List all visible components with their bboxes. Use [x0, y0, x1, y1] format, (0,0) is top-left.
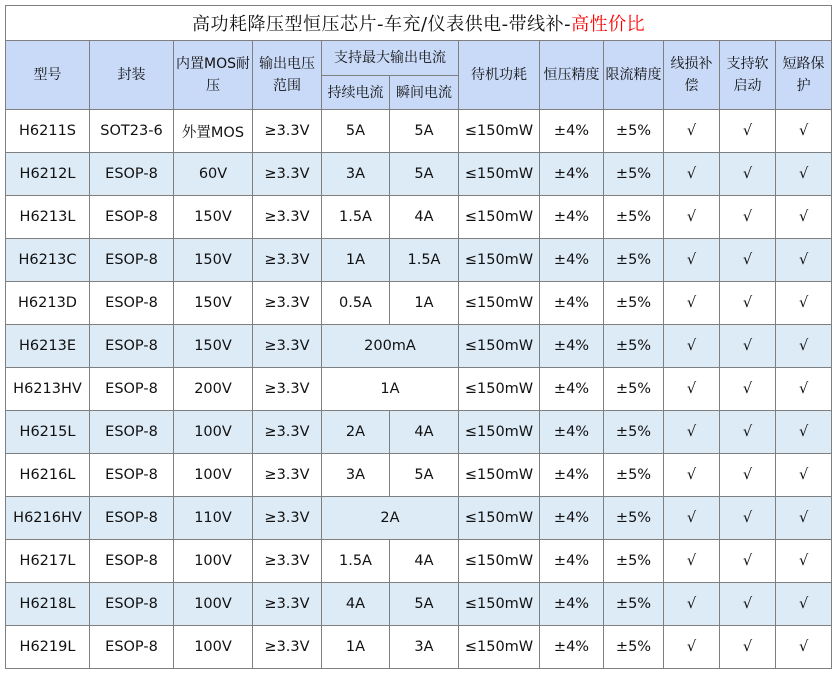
cell-soft-start-check: √ [720, 411, 776, 454]
cell-cv-precision: ±4% [540, 497, 604, 540]
cell-standby: ≤150mW [459, 196, 540, 239]
cell-soft-start-check: √ [720, 196, 776, 239]
cell-short-protect-check: √ [776, 325, 832, 368]
header-vout: 输出电压范围 [253, 41, 322, 110]
cell-model: H6216HV [6, 497, 90, 540]
cell-cc-precision: ±5% [604, 497, 664, 540]
cell-output-current: 1A [322, 368, 459, 411]
table-body [6, 110, 832, 669]
cell-mos: 110V [174, 497, 253, 540]
cell-mos: 60V [174, 153, 253, 196]
cell-cc-precision: ±5% [604, 110, 664, 153]
header-mos: 内置MOS耐压 [174, 41, 253, 110]
cell-continuous-current: 1.5A [322, 196, 390, 239]
cell-package: ESOP-8 [90, 153, 174, 196]
cell-standby: ≤150mW [459, 626, 540, 669]
table-title [6, 6, 832, 41]
table-row [6, 497, 832, 540]
cell-short-protect-check: √ [776, 153, 832, 196]
cell-peak-current: 3A [390, 626, 459, 669]
cell-short-protect-check: √ [776, 110, 832, 153]
cell-continuous-current: 1.5A [322, 540, 390, 583]
cell-standby: ≤150mW [459, 583, 540, 626]
cell-model: H6211S [6, 110, 90, 153]
cell-standby: ≤150mW [459, 325, 540, 368]
cell-cc-precision: ±5% [604, 583, 664, 626]
cell-standby: ≤150mW [459, 368, 540, 411]
header-continuous: 持续电流 [322, 76, 390, 110]
cell-line-comp-check: √ [664, 540, 720, 583]
cell-output-current: 2A [322, 497, 459, 540]
cell-peak-current: 5A [390, 454, 459, 497]
cell-mos: 150V [174, 282, 253, 325]
cell-package: ESOP-8 [90, 583, 174, 626]
cell-peak-current: 4A [390, 411, 459, 454]
cell-package: ESOP-8 [90, 325, 174, 368]
cell-mos: 外置MOS [174, 110, 253, 153]
table-row [6, 239, 832, 282]
cell-model: H6213E [6, 325, 90, 368]
table-row [6, 540, 832, 583]
cell-mos: 150V [174, 239, 253, 282]
table-row [6, 368, 832, 411]
cell-model: H6217L [6, 540, 90, 583]
cell-model: H6213D [6, 282, 90, 325]
cell-line-comp-check: √ [664, 110, 720, 153]
cell-peak-current: 5A [390, 110, 459, 153]
cell-line-comp-check: √ [664, 368, 720, 411]
cell-output-current: 200mA [322, 325, 459, 368]
cell-model: H6219L [6, 626, 90, 669]
table-row [6, 110, 832, 153]
cell-package: ESOP-8 [90, 411, 174, 454]
cell-standby: ≤150mW [459, 411, 540, 454]
cell-vout: ≥3.3V [253, 497, 322, 540]
cell-short-protect-check: √ [776, 196, 832, 239]
cell-vout: ≥3.3V [253, 626, 322, 669]
cell-line-comp-check: √ [664, 583, 720, 626]
cell-vout: ≥3.3V [253, 282, 322, 325]
table-row [6, 153, 832, 196]
cell-vout: ≥3.3V [253, 540, 322, 583]
cell-line-comp-check: √ [664, 497, 720, 540]
cell-mos: 150V [174, 325, 253, 368]
cell-continuous-current: 1A [322, 626, 390, 669]
cell-peak-current: 4A [390, 540, 459, 583]
title-highlight: 高性价比 [571, 14, 646, 35]
cell-package: ESOP-8 [90, 626, 174, 669]
table-row [6, 454, 832, 497]
cell-short-protect-check: √ [776, 454, 832, 497]
cell-peak-current: 1.5A [390, 239, 459, 282]
cell-line-comp-check: √ [664, 196, 720, 239]
cell-cv-precision: ±4% [540, 282, 604, 325]
cell-cc-precision: ±5% [604, 239, 664, 282]
cell-short-protect-check: √ [776, 239, 832, 282]
cell-package: ESOP-8 [90, 282, 174, 325]
table-row [6, 411, 832, 454]
cell-peak-current: 4A [390, 196, 459, 239]
header-soft-start: 支持软启动 [720, 41, 776, 110]
cell-standby: ≤150mW [459, 282, 540, 325]
cell-line-comp-check: √ [664, 626, 720, 669]
table-row [6, 583, 832, 626]
cell-cc-precision: ±5% [604, 196, 664, 239]
cell-package: ESOP-8 [90, 454, 174, 497]
cell-model: H6213L [6, 196, 90, 239]
cell-line-comp-check: √ [664, 411, 720, 454]
cell-peak-current: 1A [390, 282, 459, 325]
cell-continuous-current: 5A [322, 110, 390, 153]
cell-vout: ≥3.3V [253, 325, 322, 368]
cell-cv-precision: ±4% [540, 196, 604, 239]
cell-package: SOT23-6 [90, 110, 174, 153]
header-peak: 瞬间电流 [390, 76, 459, 110]
cell-line-comp-check: √ [664, 153, 720, 196]
cell-package: ESOP-8 [90, 368, 174, 411]
chip-spec-table [5, 5, 832, 669]
cell-mos: 150V [174, 196, 253, 239]
header-package: 封装 [90, 41, 174, 110]
cell-continuous-current: 1A [322, 239, 390, 282]
header-short-protect: 短路保护 [776, 41, 832, 110]
cell-package: ESOP-8 [90, 540, 174, 583]
header-row-1 [6, 41, 832, 76]
cell-cc-precision: ±5% [604, 454, 664, 497]
cell-cc-precision: ±5% [604, 153, 664, 196]
header-cc-precision: 限流精度 [604, 41, 664, 110]
cell-soft-start-check: √ [720, 583, 776, 626]
cell-soft-start-check: √ [720, 153, 776, 196]
cell-package: ESOP-8 [90, 497, 174, 540]
cell-short-protect-check: √ [776, 497, 832, 540]
cell-soft-start-check: √ [720, 368, 776, 411]
cell-soft-start-check: √ [720, 540, 776, 583]
cell-continuous-current: 3A [322, 454, 390, 497]
cell-vout: ≥3.3V [253, 196, 322, 239]
cell-short-protect-check: √ [776, 540, 832, 583]
cell-short-protect-check: √ [776, 411, 832, 454]
cell-cv-precision: ±4% [540, 626, 604, 669]
cell-vout: ≥3.3V [253, 454, 322, 497]
cell-continuous-current: 0.5A [322, 282, 390, 325]
cell-peak-current: 5A [390, 583, 459, 626]
header-max-current: 支持最大输出电流 [322, 41, 459, 76]
cell-cc-precision: ±5% [604, 540, 664, 583]
cell-soft-start-check: √ [720, 626, 776, 669]
cell-cc-precision: ±5% [604, 282, 664, 325]
cell-short-protect-check: √ [776, 368, 832, 411]
cell-cv-precision: ±4% [540, 239, 604, 282]
cell-mos: 100V [174, 540, 253, 583]
cell-package: ESOP-8 [90, 239, 174, 282]
cell-standby: ≤150mW [459, 497, 540, 540]
cell-model: H6216L [6, 454, 90, 497]
cell-cc-precision: ±5% [604, 411, 664, 454]
cell-standby: ≤150mW [459, 239, 540, 282]
cell-model: H6213HV [6, 368, 90, 411]
cell-standby: ≤150mW [459, 454, 540, 497]
cell-cv-precision: ±4% [540, 454, 604, 497]
header-model: 型号 [6, 41, 90, 110]
cell-model: H6212L [6, 153, 90, 196]
cell-line-comp-check: √ [664, 325, 720, 368]
cell-cc-precision: ±5% [604, 325, 664, 368]
cell-cv-precision: ±4% [540, 411, 604, 454]
table-title-row [6, 6, 832, 41]
cell-vout: ≥3.3V [253, 411, 322, 454]
cell-vout: ≥3.3V [253, 110, 322, 153]
title-main: 高功耗降压型恒压芯片-车充/仪表供电-带线补- [192, 14, 572, 35]
cell-cv-precision: ±4% [540, 583, 604, 626]
cell-vout: ≥3.3V [253, 153, 322, 196]
cell-soft-start-check: √ [720, 110, 776, 153]
cell-model: H6218L [6, 583, 90, 626]
table-row [6, 196, 832, 239]
cell-short-protect-check: √ [776, 583, 832, 626]
cell-package: ESOP-8 [90, 196, 174, 239]
cell-continuous-current: 4A [322, 583, 390, 626]
cell-cc-precision: ±5% [604, 368, 664, 411]
cell-soft-start-check: √ [720, 454, 776, 497]
cell-model: H6213C [6, 239, 90, 282]
cell-continuous-current: 3A [322, 153, 390, 196]
cell-cv-precision: ±4% [540, 153, 604, 196]
cell-standby: ≤150mW [459, 110, 540, 153]
cell-cc-precision: ±5% [604, 626, 664, 669]
table-row [6, 626, 832, 669]
cell-mos: 100V [174, 583, 253, 626]
cell-line-comp-check: √ [664, 239, 720, 282]
cell-mos: 100V [174, 626, 253, 669]
cell-mos: 100V [174, 411, 253, 454]
cell-soft-start-check: √ [720, 325, 776, 368]
cell-line-comp-check: √ [664, 454, 720, 497]
cell-cv-precision: ±4% [540, 368, 604, 411]
cell-vout: ≥3.3V [253, 583, 322, 626]
header-standby: 待机功耗 [459, 41, 540, 110]
table-row [6, 325, 832, 368]
header-line-comp: 线损补偿 [664, 41, 720, 110]
cell-short-protect-check: √ [776, 626, 832, 669]
cell-vout: ≥3.3V [253, 368, 322, 411]
cell-cv-precision: ±4% [540, 110, 604, 153]
cell-cv-precision: ±4% [540, 325, 604, 368]
cell-soft-start-check: √ [720, 497, 776, 540]
cell-soft-start-check: √ [720, 282, 776, 325]
cell-mos: 100V [174, 454, 253, 497]
cell-soft-start-check: √ [720, 239, 776, 282]
cell-standby: ≤150mW [459, 153, 540, 196]
cell-peak-current: 5A [390, 153, 459, 196]
cell-standby: ≤150mW [459, 540, 540, 583]
cell-continuous-current: 2A [322, 411, 390, 454]
cell-model: H6215L [6, 411, 90, 454]
cell-line-comp-check: √ [664, 282, 720, 325]
table-row [6, 282, 832, 325]
header-cv-precision: 恒压精度 [540, 41, 604, 110]
cell-vout: ≥3.3V [253, 239, 322, 282]
cell-cv-precision: ±4% [540, 540, 604, 583]
cell-mos: 200V [174, 368, 253, 411]
cell-short-protect-check: √ [776, 282, 832, 325]
